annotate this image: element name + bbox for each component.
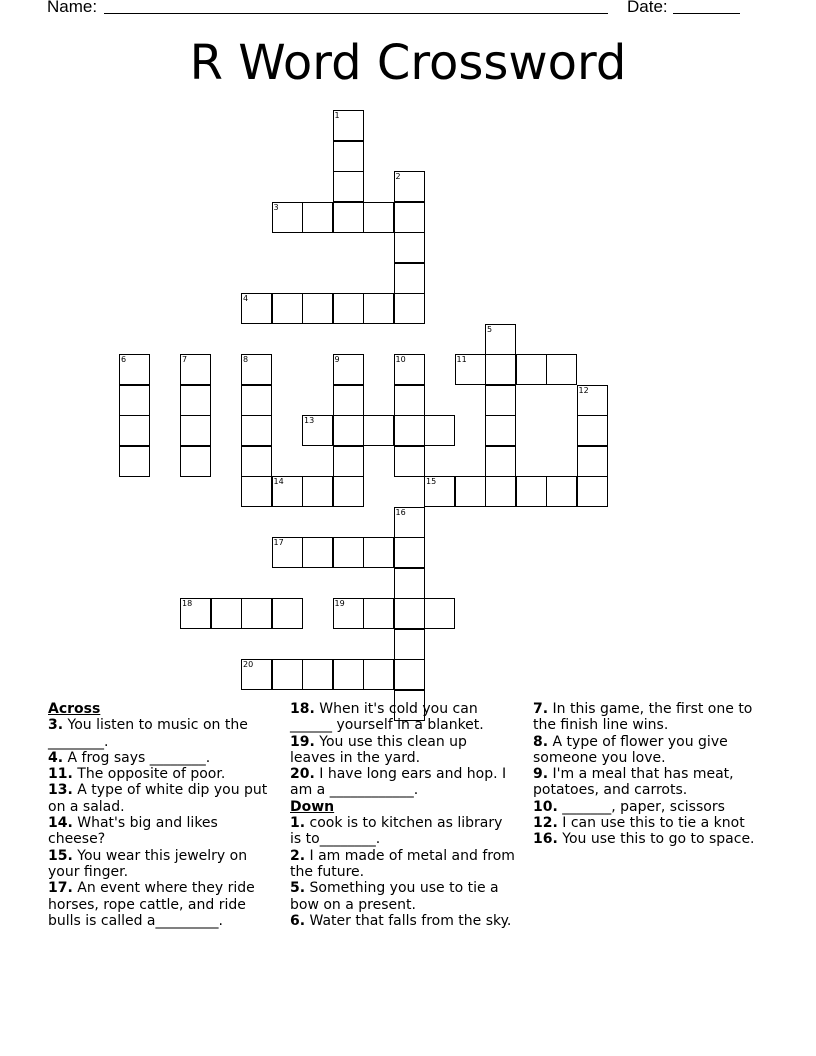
grid-cell[interactable]	[241, 354, 272, 385]
grid-cell[interactable]	[394, 537, 425, 568]
grid-cell[interactable]	[272, 659, 303, 690]
grid-cell[interactable]	[241, 446, 272, 477]
clue-across-4: 4. A frog says ________.	[48, 749, 211, 766]
grid-cell[interactable]	[180, 354, 211, 385]
clue-number: 9	[334, 355, 340, 364]
grid-cell[interactable]	[272, 293, 303, 324]
grid-cell[interactable]	[516, 476, 547, 507]
clue-number: 2	[395, 172, 401, 181]
grid-cell[interactable]	[577, 446, 608, 477]
grid-cell[interactable]	[241, 415, 272, 446]
grid-cell[interactable]	[302, 293, 333, 324]
clue-down-1: 1. cook is to kitchen as library is to________.	[290, 815, 503, 848]
grid-cell[interactable]	[272, 202, 303, 233]
clue-across-17: 17. An event where they ride horses, rope cattle, and ride bulls is called a_________.	[48, 880, 255, 929]
clue-number: 12	[578, 385, 589, 395]
clue-across-18: 18. When it's cold you can ______ yourself in a blanket.	[290, 701, 484, 734]
clue-across-19: 19. You use this clean up leaves in the yard.	[290, 733, 467, 766]
clue-number: 7	[182, 355, 188, 364]
grid-cell[interactable]	[394, 446, 425, 477]
grid-cell[interactable]	[363, 537, 394, 568]
clue-down-5: 5. Something you use to tie a bow on a present.	[290, 880, 499, 913]
grid-cell[interactable]	[241, 293, 272, 324]
grid-cell[interactable]	[119, 354, 150, 385]
grid-cell[interactable]	[119, 415, 150, 446]
clue-across-15: 15. You wear this jewelry on your finger.	[48, 847, 248, 880]
grid-cell[interactable]	[455, 476, 486, 507]
grid-cell[interactable]	[180, 415, 211, 446]
clue-across-20: 20. I have long ears and hop. I am a ____________.	[290, 766, 507, 799]
grid-cell[interactable]	[272, 598, 303, 629]
grid-cell[interactable]	[394, 507, 425, 538]
grid-cell[interactable]	[394, 293, 425, 324]
grid-cell[interactable]	[119, 446, 150, 477]
grid-cell[interactable]	[241, 598, 272, 629]
clue-down-16: 16. You use this to go to space.	[533, 831, 755, 848]
grid-cell[interactable]	[180, 385, 211, 416]
clue-number: 18	[182, 599, 193, 608]
name-label: Name:	[47, 0, 98, 16]
date-label: Date:	[627, 0, 668, 16]
grid-cell[interactable]	[577, 385, 608, 416]
clues-column-1	[48, 701, 273, 929]
grid-cell[interactable]	[455, 354, 486, 385]
grid-cell[interactable]	[333, 141, 364, 172]
clue-number: 19	[334, 599, 345, 608]
down-heading: Down	[290, 798, 335, 815]
clue-across-13: 13. A type of white dip you put on a salad.	[48, 782, 268, 815]
grid-cell[interactable]	[333, 293, 364, 324]
grid-cell[interactable]	[180, 446, 211, 477]
grid-cell[interactable]	[333, 385, 364, 416]
grid-cell[interactable]	[546, 354, 577, 385]
grid-cell[interactable]	[241, 659, 272, 690]
grid-cell[interactable]	[302, 202, 333, 233]
grid-cell[interactable]	[485, 354, 516, 385]
grid-cell[interactable]	[577, 476, 608, 507]
grid-cell[interactable]	[333, 476, 364, 507]
across-heading: Across	[48, 701, 101, 717]
grid-cell[interactable]	[363, 659, 394, 690]
clue-down-8: 8. A type of flower you give someone you love.	[533, 733, 728, 766]
clue-number: 1	[334, 111, 340, 120]
grid-cell[interactable]	[424, 476, 455, 507]
grid-cell[interactable]	[241, 476, 272, 507]
grid-cell[interactable]	[180, 598, 211, 629]
clue-across-11: 11. The opposite of poor.	[48, 766, 226, 783]
clue-number: 20	[243, 660, 254, 669]
grid-cell[interactable]	[394, 171, 425, 202]
grid-cell[interactable]	[333, 202, 364, 233]
clue-across-3: 3. You listen to music on the ________.	[48, 717, 248, 750]
grid-cell[interactable]	[363, 202, 394, 233]
grid-cell[interactable]	[394, 263, 425, 294]
grid-cell[interactable]	[119, 385, 150, 416]
grid-cell[interactable]	[424, 598, 455, 629]
grid-cell[interactable]	[485, 415, 516, 446]
grid-cell[interactable]	[302, 476, 333, 507]
grid-cell[interactable]	[394, 232, 425, 263]
grid-cell[interactable]	[302, 659, 333, 690]
clues-column-2	[290, 701, 515, 929]
grid-cell[interactable]	[333, 598, 364, 629]
clue-across-14: 14. What's big and likes cheese?	[48, 815, 218, 848]
clue-down-6: 6. Water that falls from the sky.	[290, 912, 512, 929]
grid-cell[interactable]	[394, 629, 425, 660]
grid-cell[interactable]	[577, 415, 608, 446]
grid-cell[interactable]	[485, 476, 516, 507]
grid-cell[interactable]	[302, 537, 333, 568]
clue-down-9: 9. I'm a meal that has meat, potatoes, and carrots.	[533, 766, 734, 799]
grid-cell[interactable]	[363, 598, 394, 629]
grid-cell[interactable]	[272, 537, 303, 568]
grid-cell[interactable]	[333, 659, 364, 690]
clue-number: 10	[395, 355, 406, 364]
clue-number: 5	[487, 324, 493, 334]
clue-down-12: 12. I can use this to tie a knot	[533, 815, 745, 832]
clue-number: 4	[243, 294, 249, 303]
grid-cell[interactable]	[394, 598, 425, 629]
grid-cell[interactable]	[333, 446, 364, 477]
clue-number: 16	[395, 507, 406, 517]
clue-down-7: 7. In this game, the first one to the finish line wins.	[533, 701, 753, 734]
clue-number: 15	[426, 477, 437, 486]
clue-number: 17	[273, 538, 284, 547]
grid-cell[interactable]	[302, 415, 333, 446]
grid-cell[interactable]	[485, 446, 516, 477]
grid-cell[interactable]	[363, 293, 394, 324]
clues-column-3	[533, 701, 761, 848]
clue-number: 14	[273, 477, 284, 486]
grid-cell[interactable]	[394, 202, 425, 233]
clue-number: 3	[273, 202, 279, 212]
grid-cell[interactable]	[394, 568, 425, 599]
clue-number: 6	[121, 355, 127, 364]
grid-cell[interactable]	[211, 598, 242, 629]
clue-number: 13	[304, 416, 315, 425]
grid-cell[interactable]	[333, 171, 364, 202]
clue-down-2: 2. I am made of metal and from the future.	[290, 847, 515, 880]
grid-cell[interactable]	[241, 385, 272, 416]
grid-cell[interactable]	[333, 110, 364, 141]
grid-cell[interactable]	[394, 354, 425, 385]
clue-down-10: 10. _______, paper, scissors	[533, 798, 725, 815]
grid-cell[interactable]	[272, 476, 303, 507]
page-title: R Word Crossword	[189, 35, 627, 91]
grid-cell[interactable]	[424, 415, 455, 446]
grid-cell[interactable]	[333, 537, 364, 568]
grid-cell[interactable]	[485, 324, 516, 355]
grid-cell[interactable]	[485, 385, 516, 416]
grid-cell[interactable]	[363, 415, 394, 446]
grid-cell[interactable]	[394, 385, 425, 416]
grid-cell[interactable]	[333, 354, 364, 385]
grid-cell[interactable]	[546, 476, 577, 507]
clue-number: 8	[243, 355, 249, 364]
grid-cell[interactable]	[394, 659, 425, 690]
grid-cell[interactable]	[333, 415, 364, 446]
grid-cell[interactable]	[394, 415, 425, 446]
grid-cell[interactable]	[516, 354, 547, 385]
clue-number: 11	[456, 355, 467, 364]
